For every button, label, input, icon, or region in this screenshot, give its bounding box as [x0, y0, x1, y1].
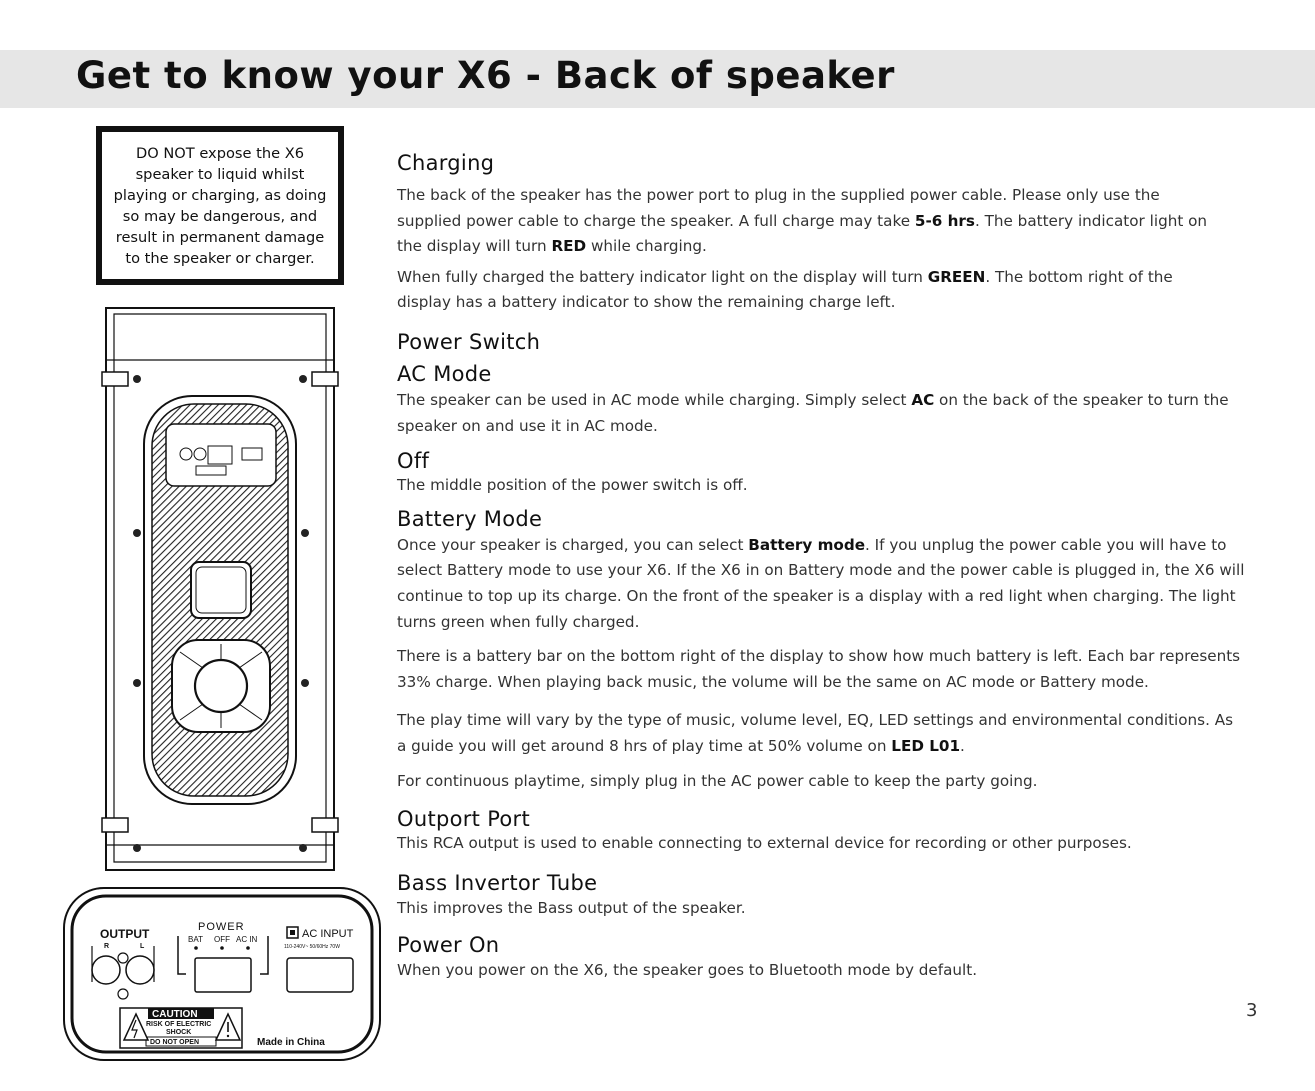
bat-label: BAT	[188, 935, 203, 944]
warning-text	[106, 143, 335, 269]
shock-label: SHOCK	[166, 1029, 192, 1036]
charging-paragraph-1: The back of the speaker has the power port to plug in the supplied power cable. Please only use the supplied power cable to charge the speaker. A full charge may take 5-6 hrs. The battery indicator light on the display will turn RED while charging.	[397, 186, 1208, 256]
warning-line: result in permanent damage	[115, 228, 325, 246]
power-label: POWER	[198, 921, 245, 933]
heading-power-switch: Power Switch	[397, 329, 541, 354]
heading-off: Off	[397, 449, 430, 474]
warning-box	[96, 126, 344, 285]
charging-paragraph-2: When fully charged the battery indicator light on the display will turn GREEN. The bottom right of the display has a battery indicator to show the remaining charge left.	[397, 267, 1173, 312]
heading-power-on: Power On	[397, 933, 500, 958]
ac-rating-label: 110-240V~ 50/60Hz 70W	[284, 944, 340, 950]
made-in-label: Made in China	[257, 1037, 325, 1048]
warning-line: so may be dangerous, and	[122, 207, 318, 225]
speaker-back-illustration	[96, 300, 346, 878]
heading-ac-mode: AC Mode	[397, 361, 492, 386]
l-label: L	[140, 943, 145, 950]
battery-mode-paragraph-1: Once your speaker is charged, you can select Battery mode. If you unplug the power cable you will have to select Battery mode to use your X6. If the X6 in on Battery mode and the power cable is plugged in, the X6 will continue to top up its charge. On the front of the speaker is a display with a red light when charging. The light turns green when fully charged.	[397, 535, 1245, 631]
output-label: OUTPUT	[100, 927, 150, 941]
heading-bass-invertor-tube: Bass Invertor Tube	[397, 870, 598, 895]
ac-mode-paragraph: The speaker can be used in AC mode while charging. Simply select AC on the back of the speaker to turn the speaker on and use it in AC mode.	[397, 390, 1229, 435]
content-column	[397, 148, 1277, 984]
caution-label: CAUTION	[152, 1009, 198, 1020]
heading-outport-port: Outport Port	[397, 807, 531, 832]
heading-battery-mode: Battery Mode	[397, 506, 543, 531]
warning-line: playing or charging, as doing	[113, 186, 327, 204]
do-not-open-label: DO NOT OPEN	[150, 1039, 200, 1046]
warning-line: to the speaker or charger.	[125, 249, 315, 267]
heading-charging: Charging	[397, 151, 495, 175]
page-title: Get to know your X6 - Back of speaker	[76, 54, 895, 97]
risk-label: RISK OF ELECTRIC	[146, 1021, 212, 1028]
battery-mode-paragraph-2: There is a battery bar on the bottom right of the display to show how much battery is left. Each bar represents 33% charge. When playing back music, the volume will be the same on AC mode or Battery mode.	[397, 647, 1241, 691]
rear-panel-diagram	[62, 886, 384, 1064]
ac-input-label: AC INPUT	[302, 928, 354, 940]
bass-tube-paragraph: This improves the Bass output of the speaker.	[397, 898, 746, 917]
battery-mode-paragraph-3: The play time will vary by the type of music, volume level, EQ, LED settings and environmental conditions. As a guide you will get around 8 hrs of play time at 50% volume on LED L01.	[397, 711, 1234, 755]
warning-line: speaker to liquid whilst	[135, 165, 305, 183]
power-on-paragraph: When you power on the X6, the speaker goes to Bluetooth mode by default.	[397, 961, 978, 980]
r-label: R	[104, 943, 110, 950]
page-number: 3	[1246, 1000, 1258, 1021]
warning-line: DO NOT expose the X6	[136, 144, 304, 162]
off-paragraph: The middle position of the power switch is off.	[397, 476, 748, 495]
outport-paragraph: This RCA output is used to enable connecting to external device for recording or other purposes.	[397, 834, 1132, 853]
off-label: OFF	[214, 935, 230, 944]
ac-in-label: AC IN	[236, 935, 258, 944]
battery-mode-paragraph-4: For continuous playtime, simply plug in the AC power cable to keep the party going.	[397, 771, 1038, 790]
